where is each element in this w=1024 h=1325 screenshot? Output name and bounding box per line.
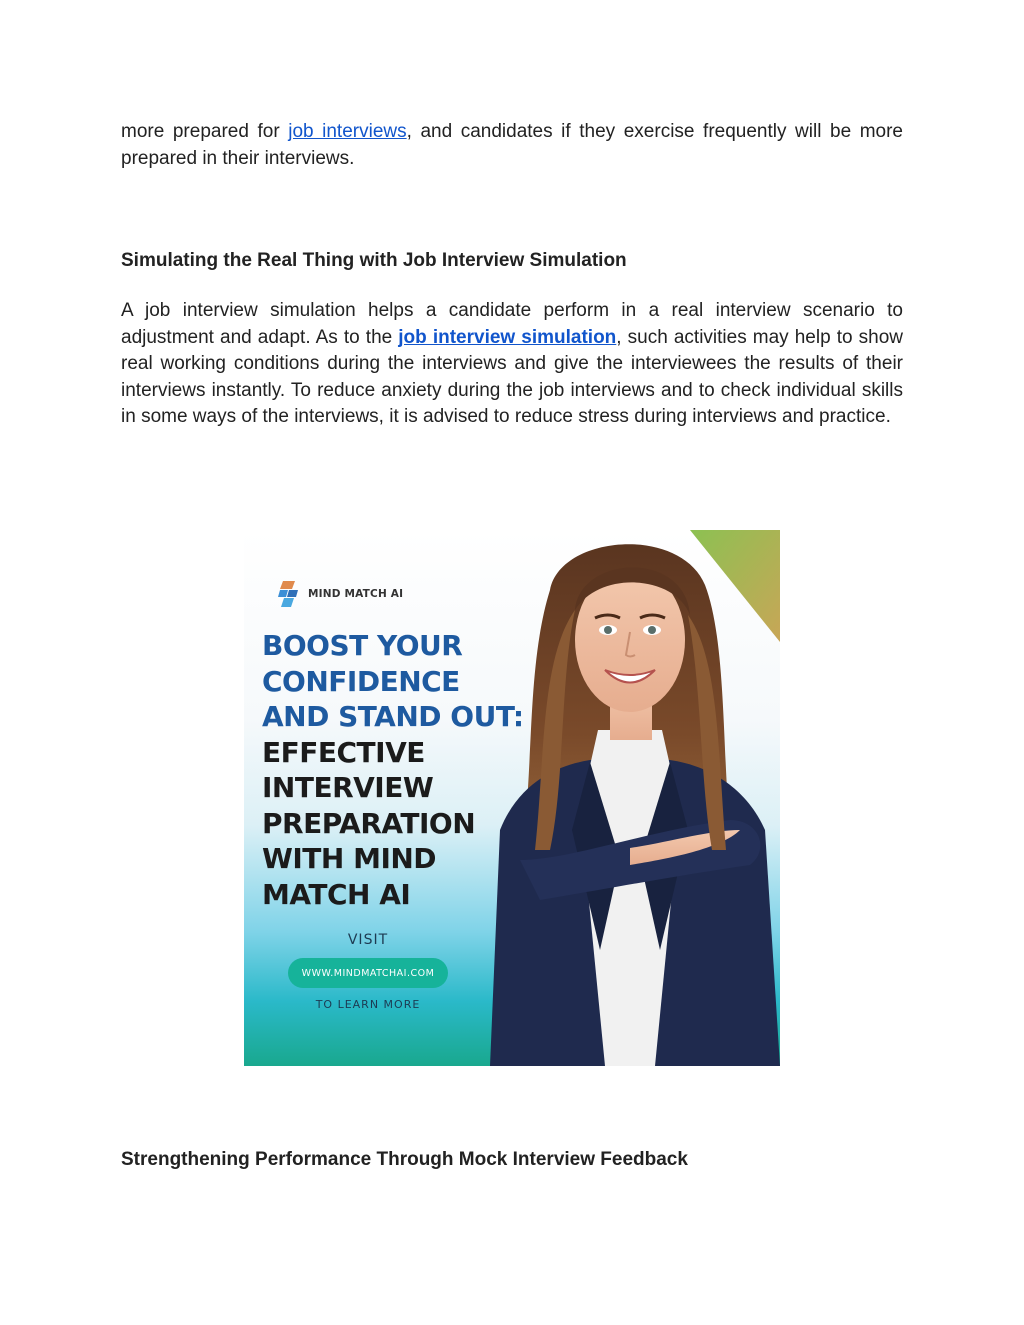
section-heading-simulation: Simulating the Real Thing with Job Interview Simulation <box>121 250 627 271</box>
visit-label: VISIT <box>347 932 389 948</box>
headline-line: CONFIDENCE <box>262 664 460 698</box>
headline-line: AND STAND OUT: <box>262 700 524 733</box>
headline-line: MATCH AI <box>262 877 411 911</box>
logo-text: MIND MATCH AI <box>308 588 404 600</box>
headline-line: PREPARATION <box>262 806 476 840</box>
paragraph-text: , and candidates if they exercise frequently will be more prepared in their interviews. <box>121 121 903 169</box>
logo-mark-icon <box>276 581 302 607</box>
headline-line: EFFECTIVE <box>262 735 425 769</box>
paragraph-simulation <box>121 298 903 431</box>
paragraph-text: more prepared for <box>121 121 289 142</box>
smiling-woman-photo <box>480 530 780 1066</box>
mind-match-logo <box>276 581 403 607</box>
headline-line: INTERVIEW <box>262 771 434 804</box>
paragraph-text: , such activities may help to show real working conditions during the interviews and give the interviewees the results of their interviews instantly. To reduce anxiety during the job interviews and to check individual skills in some ways of the interviews, it is advised to reduce stress during interviews and practice. <box>121 326 904 427</box>
paragraph-text: A job interview simulation helps a candidate perform in a real interview scenario to adjustment and adapt. As to the <box>121 300 903 348</box>
section-heading-feedback: Strengthening Performance Through Mock Interview Feedback <box>121 1149 688 1170</box>
website-url-pill: WWW.MINDMATCHAI.COM <box>288 958 448 988</box>
headline-line: WITH MIND <box>262 842 437 875</box>
learn-more-label: TO LEARN MORE <box>315 998 421 1011</box>
job-interviews-link[interactable]: job interviews <box>288 121 407 142</box>
job-interview-simulation-link[interactable]: job interview simulation <box>398 326 617 348</box>
headline-line: BOOST YOUR <box>262 629 463 662</box>
paragraph-job-interviews <box>121 119 903 172</box>
promo-banner-image <box>244 530 780 1066</box>
